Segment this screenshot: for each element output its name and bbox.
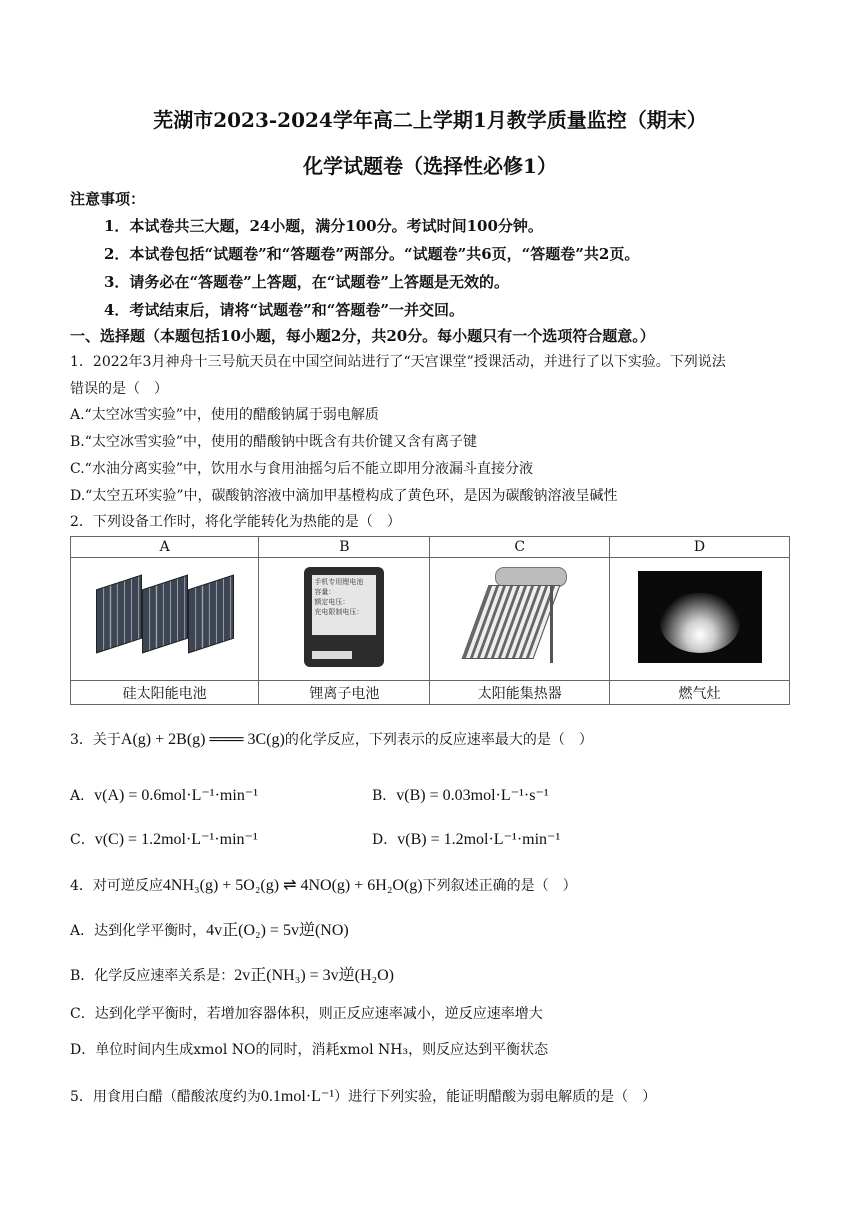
table-header-d: D [610, 537, 790, 558]
reaction-equation: A(g) + 2B(g) ═══ 3C(g) [120, 731, 285, 748]
table-cell-image-c [430, 558, 610, 681]
device-label-b: 锂离子电池 [259, 681, 430, 705]
q4-option-d: D．单位时间内生成xmol NO的同时，消耗xmol NH₃，则反应达到平衡状态 [70, 1042, 549, 1058]
notice-item: 1．本试卷共三大题，24小题，满分100分。考试时间100分钟。 [104, 217, 543, 235]
table-cell-image-d [610, 558, 790, 681]
lithium-battery-image: 手机专用锂电池 容量： 额定电压： 充电限制电压： [304, 567, 384, 667]
q3-option-b: B．v(B) = 0.03mol·L⁻¹·s⁻¹ [372, 787, 549, 804]
q4-option-b: B．化学反应速率关系是：2v正(NH₃) = 3v逆(H₂O) [70, 967, 395, 984]
notice-item: 4．考试结束后，请将“试题卷”和“答题卷”一并交回。 [104, 301, 464, 319]
question-1-stem-cont: 错误的是（ ） [70, 381, 168, 397]
device-label-a: 硅太阳能电池 [71, 681, 259, 705]
table-header-c: C [430, 537, 610, 558]
table-cell-image-a [71, 558, 259, 681]
q1-option-a: A.“太空冰雪实验”中，使用的醋酸钠属于弱电解质 [70, 407, 379, 423]
question-5-stem: 5．用食用白醋（醋酸浓度约为0.1mol·L⁻¹）进行下列实验，能证明醋酸为弱电解质的是（ ） [70, 1088, 657, 1105]
table-header-a: A [71, 537, 259, 558]
q1-option-d: D.“太空五环实验”中，碳酸钠溶液中滴加甲基橙构成了黄色环，是因为碳酸钠溶液呈碱性 [70, 488, 618, 504]
q3-option-d: D．v(B) = 1.2mol·L⁻¹·min⁻¹ [372, 831, 561, 848]
device-label-c: 太阳能集热器 [430, 681, 610, 705]
q1-option-b: B.“太空冰雪实验”中，使用的醋酸钠中既含有共价键又含有离子键 [70, 434, 478, 450]
device-table [70, 536, 790, 705]
q3-option-a: A．v(A) = 0.6mol·L⁻¹·min⁻¹ [70, 787, 259, 804]
q4-option-a: A．达到化学平衡时，4v正(O₂) = 5v逆(NO) [70, 922, 349, 939]
device-label-d: 燃气灶 [610, 681, 790, 705]
question-2-stem: 2．下列设备工作时，将化学能转化为热能的是（ ） [70, 514, 401, 530]
table-cell-image-b [259, 558, 430, 681]
table-header-b: B [259, 537, 430, 558]
reaction-equation: 4NH₃(g) + 5O₂(g) ⇌ 4NO(g) + 6H₂O(g) [162, 877, 423, 894]
q4-option-c: C．达到化学平衡时，若增加容器体积，则正反应速率减小，逆反应速率增大 [70, 1006, 543, 1022]
solar-panel-image [90, 572, 240, 662]
section-heading: 一、选择题（本题包括10小题，每小题2分，共20分。每小题只有一个选项符合题意。） [70, 327, 655, 345]
notice-heading: 注意事项： [70, 190, 146, 208]
question-1-stem: 1．2022年3月神舟十三号航天员在中国空间站进行了“天宫课堂”授课活动，并进行了以下实验。下列说法 [70, 354, 726, 370]
q1-option-c: C.“水油分离实验”中，饮用水与食用油摇匀后不能立即用分液漏斗直接分液 [70, 461, 533, 477]
gas-stove-flame-image [638, 571, 762, 663]
q3-option-c: C．v(C) = 1.2mol·L⁻¹·min⁻¹ [70, 831, 258, 848]
question-3-stem: 3．关于A(g) + 2B(g) ═══ 3C(g)的化学反应，下列表示的反应速率最大的是（ ） [70, 731, 593, 748]
notice-item: 3．请务必在“答题卷”上答题，在“试题卷”上答题是无效的。 [104, 273, 509, 291]
notice-item: 2．本试卷包括“试题卷”和“答题卷”两部分。“试题卷”共6页，“答题卷”共2页。 [104, 245, 640, 263]
question-4-stem: 4．对可逆反应4NH₃(g) + 5O₂(g) ⇌ 4NO(g) + 6H₂O(g)下列叙述正确的是（ ） [70, 877, 577, 894]
page-subtitle: 化学试题卷（选择性必修1） [303, 154, 557, 178]
solar-water-heater-image [465, 567, 575, 667]
page-title: 芜湖市2023-2024学年高二上学期1月教学质量监控（期末） [153, 108, 707, 132]
